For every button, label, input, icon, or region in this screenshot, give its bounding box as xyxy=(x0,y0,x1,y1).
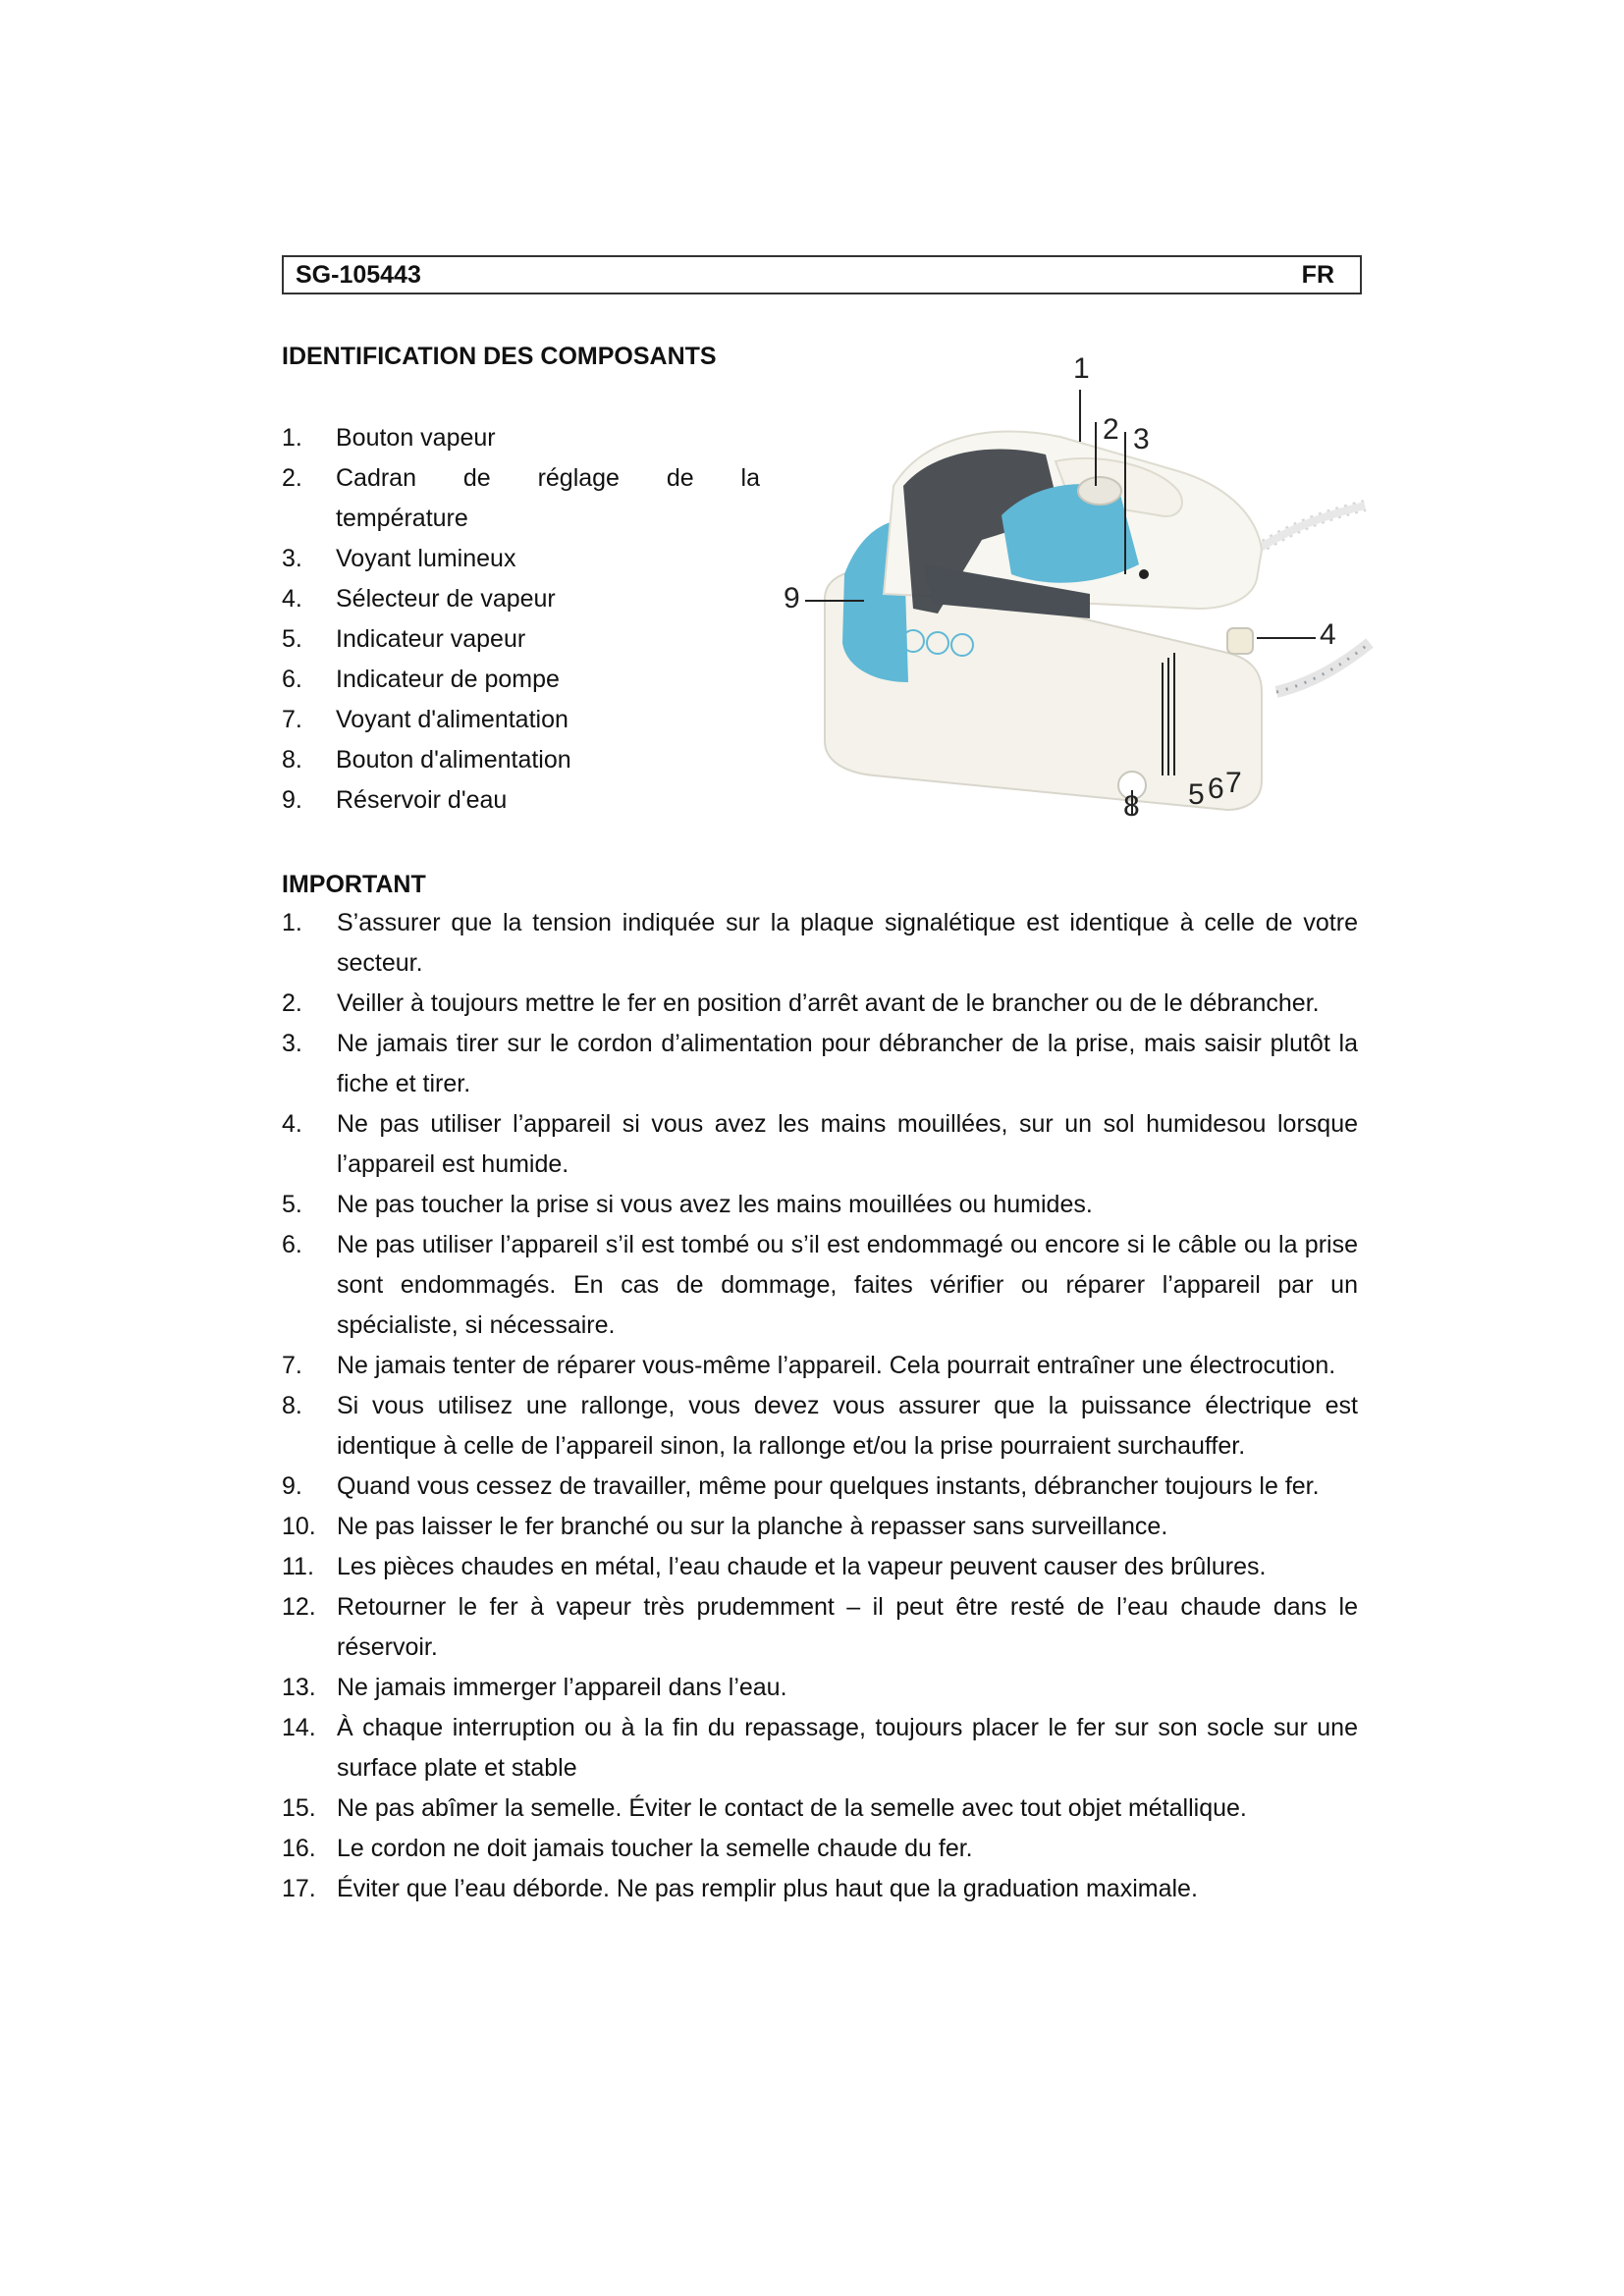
model-code: SG-105443 xyxy=(296,260,421,289)
callout-8: 8 xyxy=(1123,790,1140,823)
list-item: 8. Si vous utilisez une rallonge, vous devez vous assurer que la puissance électrique est identique à celle de l’appareil sinon, la rallonge et/ou la prise pourraient surchauffer. xyxy=(282,1392,1358,1460)
list-item: 5. Ne pas toucher la prise si vous avez les mains mouillées ou humides. xyxy=(282,1191,1093,1218)
list-item: 10. Ne pas laisser le fer branché ou sur la planche à repasser sans surveillance. xyxy=(282,1513,1168,1540)
list-item: 5. Indicateur vapeur xyxy=(282,625,526,653)
callout-1: 1 xyxy=(1073,352,1090,385)
list-item: 7. Ne jamais tenter de réparer vous-même l’appareil. Cela pourrait entraîner une électrocution. xyxy=(282,1352,1336,1379)
list-item: 14. À chaque interruption ou à la fin du repassage, toujours placer le fer sur son socle sur une surface plate et stable xyxy=(282,1714,1358,1782)
important-title: IMPORTANT xyxy=(282,871,426,898)
important-list xyxy=(282,903,1358,1909)
list-item: 1. S’assurer que la tension indiquée sur la plaque signalétique est identique à celle de votre secteur. xyxy=(282,909,1358,977)
list-item: 12. Retourner le fer à vapeur très prudemment – il peut être resté de l’eau chaude dans le réservoir. xyxy=(282,1593,1358,1661)
list-item: 9. Quand vous cessez de travailler, même pour quelques instants, débrancher toujours le fer. xyxy=(282,1472,1320,1500)
callout-2: 2 xyxy=(1103,413,1119,446)
document-header xyxy=(282,255,1362,294)
list-item: 2. Cadran de réglage de la température xyxy=(282,464,760,532)
list-item: 9. Réservoir d'eau xyxy=(282,786,508,814)
list-item: 3. Ne jamais tirer sur le cordon d’alimentation pour débrancher de la prise, mais saisir plutôt la fiche et tirer. xyxy=(282,1030,1358,1097)
steam-iron-illustration xyxy=(766,368,1375,839)
list-item: 4. Sélecteur de vapeur xyxy=(282,585,556,613)
callout-3: 3 xyxy=(1133,423,1150,455)
callout-6: 6 xyxy=(1208,773,1224,805)
list-item: 11. Les pièces chaudes en métal, l’eau chaude et la vapeur peuvent causer des brûlures. xyxy=(282,1553,1267,1580)
callout-4: 4 xyxy=(1320,618,1336,651)
list-item: 3. Voyant lumineux xyxy=(282,545,516,572)
list-item: 15. Ne pas abîmer la semelle. Éviter le contact de la semelle avec tout objet métallique. xyxy=(282,1794,1247,1822)
language-code: FR xyxy=(1301,260,1334,289)
steam-iron-figure xyxy=(766,352,1375,839)
components-title: IDENTIFICATION DES COMPOSANTS xyxy=(282,343,717,370)
list-item: 16. Le cordon ne doit jamais toucher la semelle chaude du fer. xyxy=(282,1835,973,1862)
list-item: 17. Éviter que l’eau déborde. Ne pas remplir plus haut que la graduation maximale. xyxy=(282,1875,1198,1902)
callout-5: 5 xyxy=(1188,778,1205,811)
list-item: 6. Ne pas utiliser l’appareil s’il est tombé ou s’il est endommagé ou encore si le câble ou la prise sont endommagés. En cas de dommage, faites vérifier ou réparer l’appareil par un spécialiste, si nécessaire. xyxy=(282,1231,1358,1339)
list-item: 4. Ne pas utiliser l’appareil si vous avez les mains mouillées, sur un sol humidesou lorsque l’appareil est humide. xyxy=(282,1110,1358,1178)
list-item: 1. Bouton vapeur xyxy=(282,424,496,452)
list-item: 8. Bouton d'alimentation xyxy=(282,746,571,774)
components-list xyxy=(282,418,773,821)
callout-9: 9 xyxy=(784,582,800,614)
list-item: 7. Voyant d'alimentation xyxy=(282,706,568,733)
callout-7: 7 xyxy=(1225,767,1242,799)
list-item: 6. Indicateur de pompe xyxy=(282,666,560,693)
list-item: 2. Veiller à toujours mettre le fer en position d’arrêt avant de le brancher ou de le débrancher. xyxy=(282,989,1320,1017)
list-item: 13. Ne jamais immerger l’appareil dans l’eau. xyxy=(282,1674,787,1701)
